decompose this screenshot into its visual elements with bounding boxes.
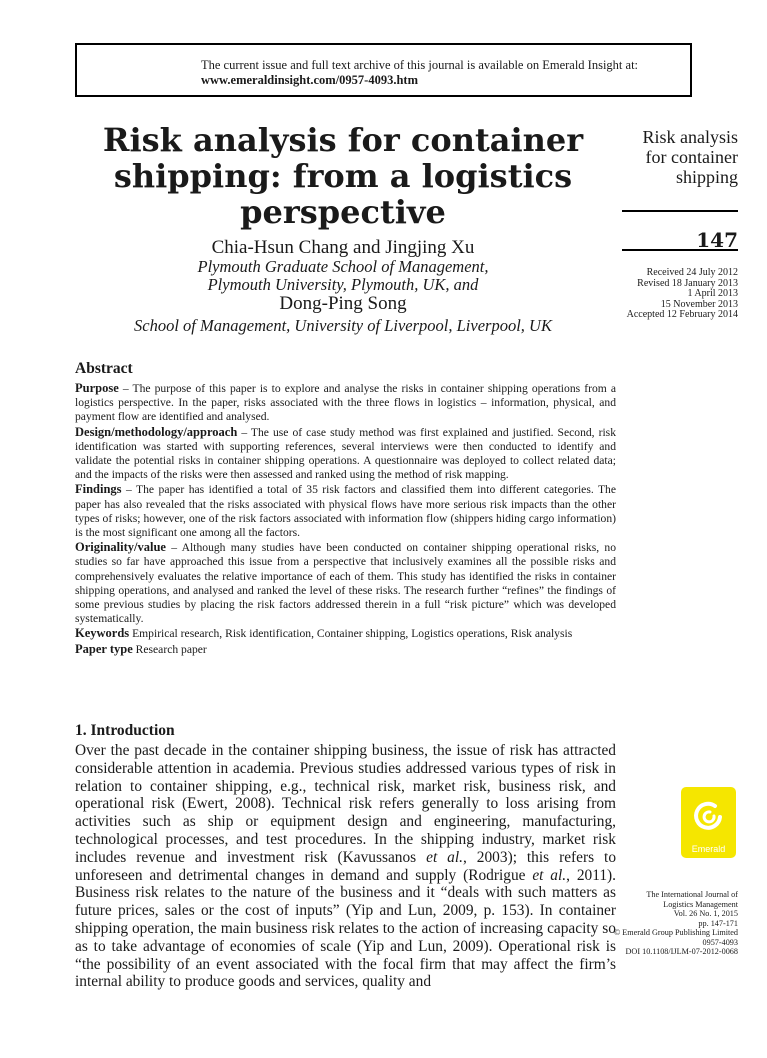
purpose-label: Purpose — [75, 381, 119, 395]
abstract-findings — [75, 482, 616, 540]
abstract-originality — [75, 540, 616, 626]
paper-title — [100, 122, 586, 230]
intro-text-part-2: , 2003); this refers to unforeseen and detrimental changes in demand and supply (Rodrigue — [75, 848, 617, 884]
journal-info-line: DOI 10.1108/IJLM-07-2012-0068 — [625, 947, 738, 956]
originality-text: – Although many studies have been conducted on container shipping operational risks, no studies so far have approached this issue from a perspective that inclusively examines all the possible risks and comprehensively evaluates the relative importance of each of them. This study has identified the risks in container shipping operations, and analysed and ranked the level of these risks. The research further “refines” the findings of some previous studies by placing the risk factors addressed therein in a full “risk picture” which was developed systematically. — [75, 541, 616, 626]
publication-dates — [578, 268, 738, 321]
author-names-1: Chia-Hsun Chang and Jingjing Xu — [211, 237, 475, 258]
sidebar-rule-top — [622, 210, 738, 212]
paper-title-line-3: perspective — [240, 193, 446, 231]
design-text: – The use of case study method was first explained and justified. Second, risk identification was started with supporting references, several interviews were then conducted to identify and validate the potential risks in container shipping operations. A questionnaire was deployed to collect related data; and the impacts of the risks were then assessed and ranked using the method of risk mapping. — [75, 425, 616, 482]
sidebar-rule-bottom — [622, 249, 738, 251]
journal-info-line: pp. 147-171 — [698, 918, 738, 928]
affiliation-2: School of Management, University of Liverpool, Liverpool, UK — [134, 316, 552, 335]
journal-info-line: The International Journal of — [646, 890, 738, 899]
originality-label: Originality/value — [75, 540, 166, 555]
emerald-logo — [681, 787, 736, 858]
findings-label: Findings — [75, 482, 122, 497]
journal-info-line: Vol. 26 No. 1, 2015 — [673, 909, 738, 918]
abstract-purpose — [75, 381, 616, 425]
abstract-paper-type — [75, 642, 616, 657]
date-line: Revised 18 January 2013 — [637, 277, 738, 289]
abstract-design — [75, 425, 616, 483]
date-line: Accepted 12 February 2014 — [626, 309, 738, 320]
author-names-2: Dong-Ping Song — [279, 293, 407, 314]
affiliation-1-line-2: Plymouth University, Plymouth, UK, and — [207, 275, 479, 294]
date-line: Received 24 July 2012 — [646, 267, 738, 278]
running-title-line: for container — [645, 147, 738, 167]
running-title-line: Risk analysis — [642, 127, 738, 147]
page-number: 147 — [696, 228, 738, 252]
design-label: Design/methodology/approach — [75, 424, 238, 439]
keywords-label: Keywords — [75, 626, 130, 641]
date-line: 15 November 2013 — [660, 298, 738, 310]
journal-info-line: © Emerald Group Publishing Limited — [613, 928, 738, 937]
intro-text-part-1: Over the past decade in the container shipping business, the issue of risk has attracted considerable attention in academia. Previous studies addressed various types of risk in relation to container shipping, e.g., technical risk, market risk, business risk, and operational risk (Ewert, 2008). Technical risk refers generally to loss arising from activities such as ship or equipment design and engineering, manufacturing, technological processes, and test procedures. In the shipping industry, market risk includes revenue and investment risk (Kavussanos — [75, 742, 616, 866]
date-line: 1 April 2013 — [687, 288, 738, 299]
paper-type-label: Paper type — [75, 641, 133, 656]
access-banner — [75, 43, 692, 97]
abstract-heading: Abstract — [75, 360, 133, 377]
paper-title-line-2: shipping: from a logistics — [113, 157, 573, 195]
introduction-heading: 1. Introduction — [75, 722, 175, 739]
emerald-swirl-icon — [681, 787, 736, 847]
findings-text: – The paper has identified a total of 35 risk factors and classified them into different categories. The paper has also revealed that the risks associated with physical flows have more serious risk impacts than the other types of risks; however, one of the risk factors associated with information flow (shippers hiding cargo information) is the most significant one among all the factors. — [75, 483, 616, 540]
intro-et-al-2: et al. — [532, 866, 567, 884]
banner-url-link[interactable]: www.emeraldinsight.com/0957-4093.htm — [201, 73, 418, 87]
banner-notice: The current issue and full text archive of this journal is available on Emerald Insight at: — [201, 58, 639, 72]
journal-info-line: Logistics Management — [663, 899, 738, 909]
abstract-keywords — [75, 626, 616, 641]
purpose-text: – The purpose of this paper is to explore and analyse the risks in container shipping operations from a logistics perspective. In the paper, risks associated with the three flows in logistics – information, physical, and payment flow are identified and analysed. — [75, 382, 616, 424]
running-title-line: shipping — [675, 167, 738, 187]
affiliation-1-line-1: Plymouth Graduate School of Management, — [197, 257, 489, 276]
keywords-text: Empirical research, Risk identification, Container shipping, Logistics operations, Risk analysis — [129, 627, 573, 641]
running-title — [578, 127, 738, 187]
journal-info-line: 0957-4093 — [702, 937, 738, 947]
paper-title-line-1: Risk analysis for container — [102, 121, 584, 159]
introduction — [75, 722, 616, 991]
paper-type-text: Research paper — [132, 642, 207, 656]
emerald-logo-label: Emerald — [691, 844, 726, 854]
intro-text-part-3: , 2011). Business risk relates to the nature of the business and it “deals with such matters as future prices, sales or the cost of inputs” (Yip and Lun, 2009, p. 153). In container shipping operation, the main business risk relates to the action of increasing capacity so as to take advantage of economies of scale (Yip and Lun, 2009). Operational risk is “the possibility of an event associated with the focal firm that may affect the firm’s internal ability to produce goods and services, quality and — [75, 866, 616, 991]
abstract — [75, 360, 616, 657]
intro-et-al-1: et al. — [426, 848, 463, 866]
introduction-paragraph — [75, 742, 616, 991]
journal-info — [588, 890, 738, 957]
